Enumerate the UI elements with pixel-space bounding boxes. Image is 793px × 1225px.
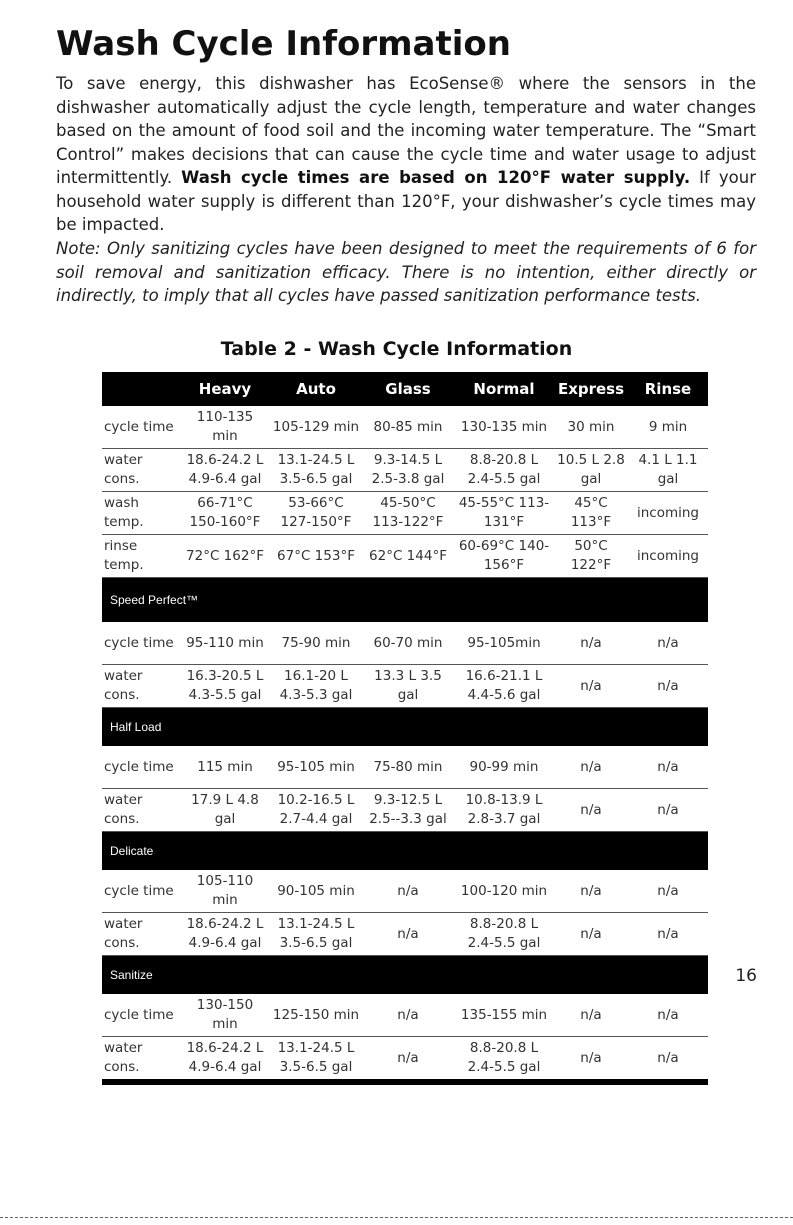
table-cell: n/a [628,789,708,832]
table-cell: 67°C 153°F [270,535,362,578]
table-cell: incoming [628,492,708,535]
table-cell: 100-120 min [454,870,554,913]
table-cell: n/a [628,665,708,708]
intro-bold-text: Wash cycle times are based on 120°F water supply. [181,168,691,187]
table-cell: 105-110 min [180,870,270,913]
table-cell: 10.5 L 2.8 gal [554,449,628,492]
table-row [102,622,708,665]
table-cell: n/a [628,1037,708,1083]
table-cell: 9.3-14.5 L 2.5-3.8 gal [362,449,454,492]
table-cell: 8.8-20.8 L 2.4-5.5 gal [454,1037,554,1083]
table-cell: 18.6-24.2 L 4.9-6.4 gal [180,913,270,956]
table-cell: 9.3-12.5 L 2.5--3.3 gal [362,789,454,832]
table-cell: 13.3 L 3.5 gal [362,665,454,708]
column-header [102,372,180,406]
table-cell: 60-70 min [362,622,454,665]
table-cell: 13.1-24.5 L 3.5-6.5 gal [270,1037,362,1083]
table-cell: n/a [554,789,628,832]
table-cell: n/a [362,870,454,913]
table-cell: 72°C 162°F [180,535,270,578]
table-cell: 30 min [554,406,628,449]
table-row [102,665,708,708]
column-header: Auto [270,372,362,406]
table-cell: n/a [362,913,454,956]
footer-divider [0,1217,793,1218]
table-cell: 13.1-24.5 L 3.5-6.5 gal [270,913,362,956]
table-cell: 135-155 min [454,994,554,1037]
table-cell: 16.6-21.1 L 4.4-5.6 gal [454,665,554,708]
table-cell: n/a [554,1037,628,1083]
table-body [102,406,708,1082]
table-cell: 75-80 min [362,746,454,789]
column-header: Glass [362,372,454,406]
row-label: cycle time [102,746,180,789]
table-cell: 13.1-24.5 L 3.5-6.5 gal [270,449,362,492]
table-cell: 45-50°C 113-122°F [362,492,454,535]
column-header: Rinse [628,372,708,406]
table-cell: 95-105 min [270,746,362,789]
table-cell: 4.1 L 1.1 gal [628,449,708,492]
table-cell: 130-150 min [180,994,270,1037]
table-cell: n/a [554,746,628,789]
table-cell: 62°C 144°F [362,535,454,578]
table-row [102,535,708,578]
table-cell: 17.9 L 4.8 gal [180,789,270,832]
table-cell: n/a [628,913,708,956]
table-cell: 9 min [628,406,708,449]
section-header-row [102,832,708,871]
table-cell: n/a [554,913,628,956]
table-cell: 66-71°C 150-160°F [180,492,270,535]
table-cell: 18.6-24.2 L 4.9-6.4 gal [180,449,270,492]
table-row [102,870,708,913]
row-label: rinse temp. [102,535,180,578]
row-label: cycle time [102,622,180,665]
table-cell: n/a [554,665,628,708]
table-cell: 75-90 min [270,622,362,665]
table-cell: 110-135 min [180,406,270,449]
table-row [102,746,708,789]
table-cell: incoming [628,535,708,578]
table-cell: 95-105min [454,622,554,665]
intro-text: To save energy, this dishwasher has EcoSense® where the sensors in the dishwasher automatically adjust the cycle length, temperature and water changes based on the amount of food soil and the incoming water temperature. The “Smart Control” makes decisions that can cause the cycle time and water usage to adjust intermittently. [56,74,756,187]
row-label: cycle time [102,406,180,449]
row-label: water cons. [102,913,180,956]
table-header-row [102,372,708,406]
table-cell: n/a [554,994,628,1037]
table-row [102,406,708,449]
table-cell: 90-105 min [270,870,362,913]
section-header-row [102,708,708,747]
row-label: water cons. [102,665,180,708]
table-cell: 115 min [180,746,270,789]
column-header: Express [554,372,628,406]
table-cell: 18.6-24.2 L 4.9-6.4 gal [180,1037,270,1083]
table-cell: 53-66°C 127-150°F [270,492,362,535]
intro-text-end: If your household water supply is different than 120°F, your dishwasher’s cycle times may be impacted. [56,168,756,234]
table-row [102,913,708,956]
row-label: water cons. [102,789,180,832]
section-title: Delicate [102,832,708,871]
table-cell: 80-85 min [362,406,454,449]
row-label: water cons. [102,449,180,492]
table-cell: 90-99 min [454,746,554,789]
table-cell: 8.8-20.8 L 2.4-5.5 gal [454,913,554,956]
page-title: Wash Cycle Information [56,24,511,64]
table-cell: n/a [628,746,708,789]
row-label: cycle time [102,994,180,1037]
table-cell: 105-129 min [270,406,362,449]
intro-paragraph [56,72,756,237]
table-cell: 45°C 113°F [554,492,628,535]
column-header: Heavy [180,372,270,406]
row-label: water cons. [102,1037,180,1083]
note-paragraph: Note: Only sanitizing cycles have been designed to meet the requirements of 6 for soil removal and sanitization efficacy. There is no intention, either directly or indirectly, to imply that all cycles have passed sanitization performance tests. [56,239,756,305]
table-cell: 50°C 122°F [554,535,628,578]
table-cell: n/a [628,994,708,1037]
table-cell: n/a [628,622,708,665]
table-cell: 130-135 min [454,406,554,449]
table-cell: n/a [628,870,708,913]
table-cell: 125-150 min [270,994,362,1037]
table-cell: 10.8-13.9 L 2.8-3.7 gal [454,789,554,832]
wash-cycle-table [102,372,708,1085]
row-label: cycle time [102,870,180,913]
section-title: Sanitize [102,956,708,995]
table-row [102,1037,708,1083]
table-row [102,994,708,1037]
column-header: Normal [454,372,554,406]
table-cell: 60-69°C 140-156°F [454,535,554,578]
table-cell: 16.3-20.5 L 4.3-5.5 gal [180,665,270,708]
table-title: Table 2 - Wash Cycle Information [220,338,573,360]
table-cell: n/a [362,1037,454,1083]
table-cell: n/a [362,994,454,1037]
table-row [102,789,708,832]
table-cell: 16.1-20 L 4.3-5.3 gal [270,665,362,708]
section-title: Speed Perfect™ [102,578,708,623]
table-cell: 10.2-16.5 L 2.7-4.4 gal [270,789,362,832]
table-cell: 8.8-20.8 L 2.4-5.5 gal [454,449,554,492]
section-header-row [102,578,708,623]
row-label: wash temp. [102,492,180,535]
section-title: Half Load [102,708,708,747]
table-cell: 45-55°C 113-131°F [454,492,554,535]
table-row [102,492,708,535]
table-row [102,449,708,492]
table-cell: n/a [554,622,628,665]
page-number: 16 [735,966,757,986]
section-header-row [102,956,708,995]
table-cell: n/a [554,870,628,913]
table-cell: 95-110 min [180,622,270,665]
